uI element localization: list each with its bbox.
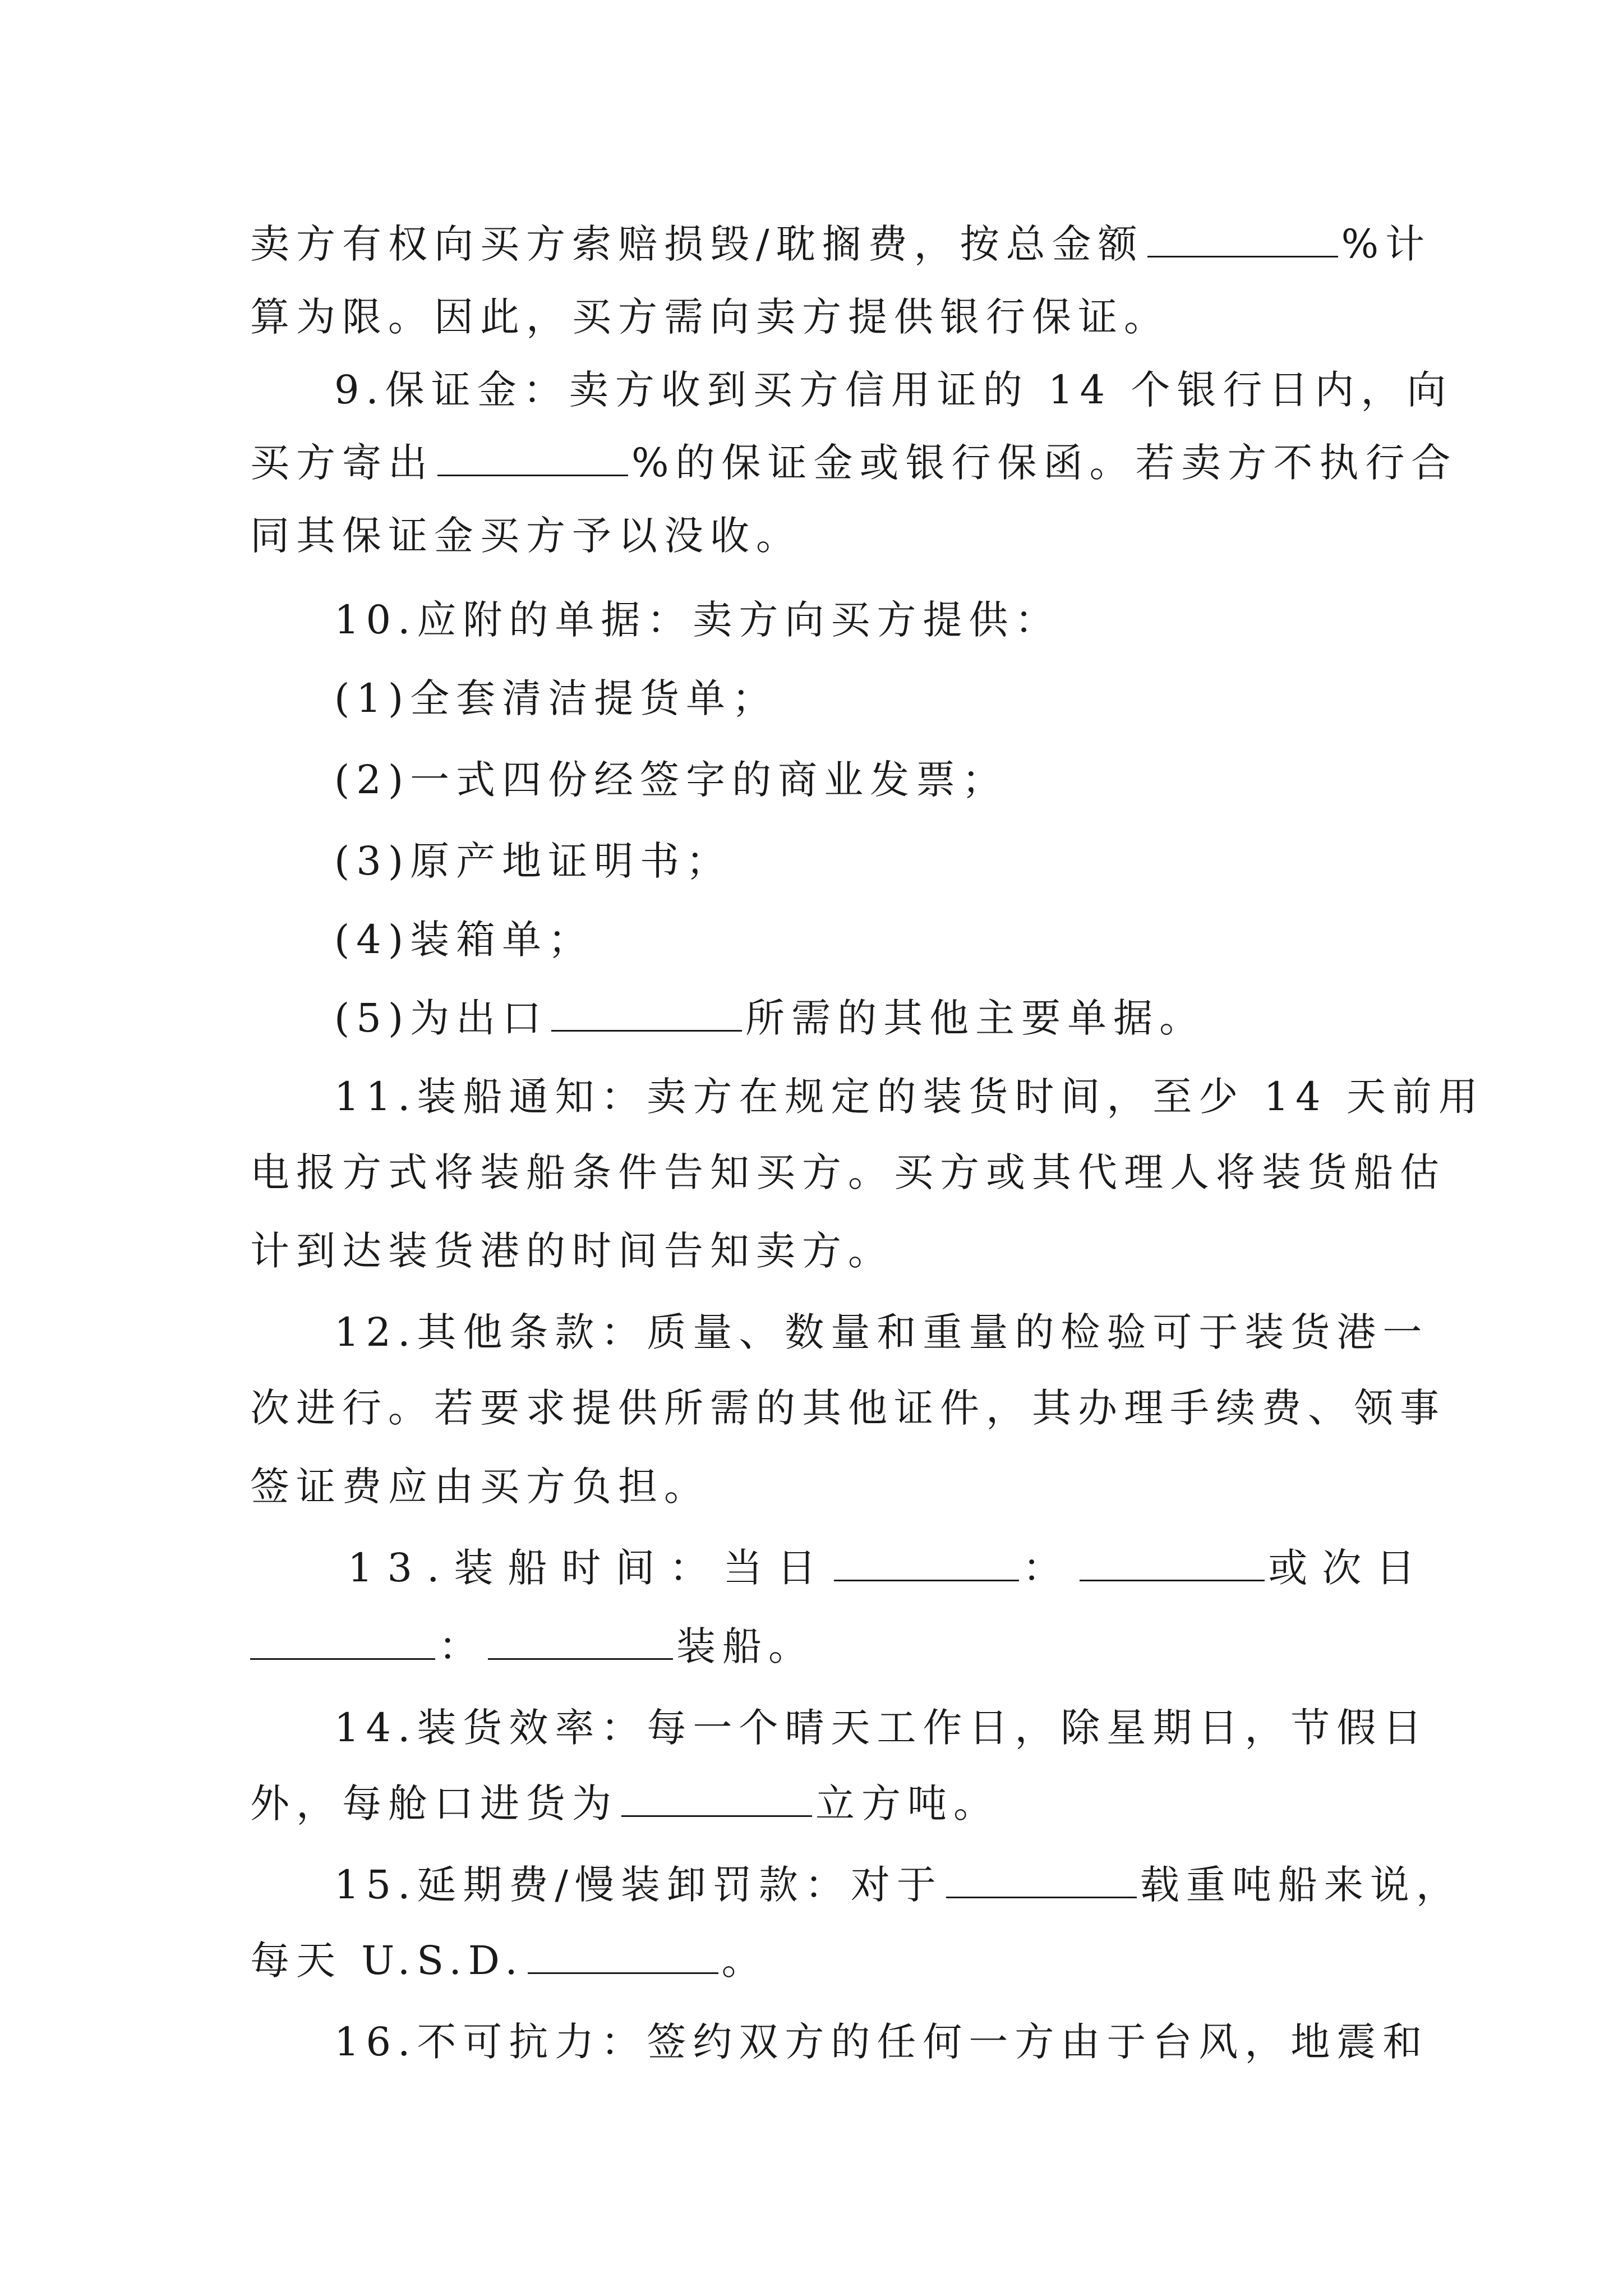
text: 13.装船时间：当日 <box>348 1545 831 1591</box>
text: 所需的其他主要单据。 <box>745 995 1206 1041</box>
text-line-21 <box>250 1773 1383 1834</box>
text: 装船。 <box>676 1623 814 1669</box>
text-line-14 <box>250 1220 1383 1282</box>
text-line-1 <box>250 213 1432 275</box>
text: (2)一式四份经签字的商业发票； <box>334 757 1008 803</box>
text: 11.装船通知：卖方在规定的装货时间，至少 14 天前用 <box>334 1074 1484 1120</box>
text: 计到达装货港的时间告知卖方。 <box>250 1228 894 1274</box>
text: 电报方式将装船条件告知买方。买方或其代理人将装货船估 <box>250 1149 1446 1195</box>
text: %计 <box>1341 221 1432 267</box>
text: 10.应附的单据：卖方向买方提供： <box>334 597 1061 643</box>
list-item-3 <box>334 830 1467 892</box>
text: 买方寄出 <box>250 440 434 486</box>
fill-blank <box>1080 1548 1265 1581</box>
fill-blank <box>621 1784 812 1817</box>
text: 同其保证金买方予以没收。 <box>250 513 802 559</box>
fill-blank <box>946 1865 1137 1898</box>
fill-blank <box>488 1627 673 1660</box>
text: 次进行。若要求提供所需的其他证件，其办理手续费、领事 <box>250 1385 1446 1431</box>
fill-blank <box>528 1941 718 1974</box>
text-line-16 <box>250 1377 1446 1439</box>
text: 16.不可抗力：签约双方的任何一方由于台风，地震和 <box>334 2019 1429 2065</box>
text: (4)装箱单； <box>334 917 594 963</box>
fill-blank <box>551 999 742 1032</box>
list-item-4 <box>334 909 1467 970</box>
text: (3)原产地证明书； <box>334 838 732 884</box>
text: %的保证金或银行保函。若卖方不执行合 <box>631 440 1458 486</box>
clause-12-heading <box>334 1301 1467 1363</box>
text-line-23 <box>250 1930 1383 1991</box>
text: 卖方有权向买方索赔损毁/耽搁费，按总金额 <box>250 221 1144 267</box>
clause-11-heading <box>334 1066 1484 1128</box>
text-line-4 <box>250 432 1458 494</box>
fill-blank <box>834 1548 1019 1581</box>
text: 每天 U.S.D. <box>250 1938 524 1984</box>
text: 。 <box>721 1938 768 1984</box>
list-item-1 <box>334 668 1467 729</box>
clause-15-heading <box>334 1854 1467 1916</box>
text-line-17 <box>250 1456 1383 1517</box>
text: (5)为出口 <box>334 995 548 1041</box>
fill-blank <box>437 443 628 476</box>
text: 外，每舱口进货为 <box>250 1780 618 1826</box>
clause-14-heading <box>334 1697 1467 1759</box>
clause-16-heading <box>334 2011 1467 2073</box>
text-line-5 <box>250 505 1383 567</box>
text: 15.延期费/慢装卸罚款：对于 <box>334 1862 943 1908</box>
fill-blank <box>1147 224 1338 257</box>
text: 签证费应由买方负担。 <box>250 1464 710 1510</box>
list-item-2 <box>334 749 1467 811</box>
text-line-2 <box>250 286 1383 348</box>
text: 立方吨。 <box>815 1780 999 1826</box>
text-line-13 <box>250 1142 1446 1203</box>
fill-blank <box>250 1627 435 1660</box>
text: 9.保证金：卖方收到买方信用证的 14 个银行日内，向 <box>334 367 1453 413</box>
text: 或次日 <box>1268 1545 1430 1591</box>
text: ： <box>1022 1545 1077 1591</box>
list-item-5 <box>334 987 1467 1049</box>
text: 14.装货效率：每一个晴天工作日，除星期日，节假日 <box>334 1705 1429 1751</box>
text: 载重吨船来说， <box>1140 1862 1462 1908</box>
clause-10-heading <box>334 589 1467 651</box>
clause-9-heading <box>334 359 1467 421</box>
clause-13-heading <box>348 1537 1481 1599</box>
text: (1)全套清洁提货单； <box>334 675 778 721</box>
text: 算为限。因此，买方需向卖方提供银行保证。 <box>250 294 1170 340</box>
text-line-19 <box>250 1616 1383 1677</box>
text: ： <box>439 1623 485 1669</box>
text: 12.其他条款：质量、数量和重量的检验可于装货港一 <box>334 1309 1429 1355</box>
